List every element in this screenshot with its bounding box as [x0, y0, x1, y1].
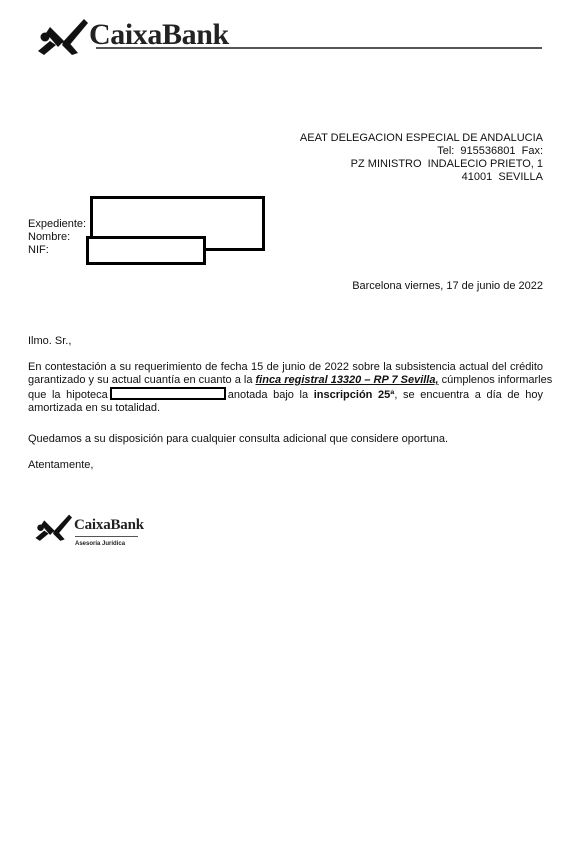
- body-line-3-mid: anotada bajo la: [227, 389, 314, 401]
- recipient-line-2: Tel: 915536801 Fax:: [437, 145, 543, 157]
- closing-sentence: Quedamos a su disposición para cualquier consulta adicional que considere oportuna.: [28, 433, 449, 445]
- inscripcion: inscripción 25ª: [313, 389, 395, 401]
- recipient-line-4: 41001 SEVILLA: [461, 171, 543, 183]
- body-line-2: [28, 374, 553, 387]
- recipient-line-1: AEAT DELEGACION ESPECIAL DE ANDALUCIA: [299, 132, 543, 144]
- case-fields: [28, 218, 86, 257]
- body-line-3-post: , se encuentra a día de hoy: [394, 389, 543, 401]
- body-line-3: [28, 387, 543, 402]
- regards: Atentamente,: [28, 459, 94, 471]
- nombre-label: Nombre:: [28, 231, 71, 243]
- header-brand-name: CaixaBank: [89, 18, 229, 51]
- body-line-3-pre: que la hipoteca: [28, 389, 108, 401]
- redaction-box-hipoteca: [110, 387, 226, 400]
- redaction-box-nif: [86, 236, 206, 265]
- expediente-label: Expediente:: [28, 218, 87, 230]
- signature-star-logo-icon: [34, 513, 72, 541]
- date-line: Barcelona viernes, 17 de junio de 2022: [352, 280, 543, 292]
- caixabank-star-logo-icon: [36, 17, 88, 55]
- recipient-address: [300, 132, 543, 184]
- signature-rule: [75, 536, 138, 537]
- body-paragraph: [28, 361, 553, 415]
- signature-brand-name: CaixaBank: [74, 517, 144, 533]
- body-line-2-post: cúmplenos informarles: [438, 374, 553, 386]
- nif-label: NIF:: [28, 244, 49, 256]
- signature-department: Asesoría Jurídica: [75, 541, 126, 547]
- body-line-1: En contestación a su requerimiento de fecha 15 de junio de 2022 sobre la subsistencia actual del crédito: [28, 361, 543, 373]
- body-line-4: amortizada en su totalidad.: [28, 402, 161, 414]
- body-line-2-pre: garantizado y su actual cuantía en cuanto a la: [28, 374, 256, 386]
- finca-registral: finca registral 13320 – RP 7 Sevilla,: [255, 374, 439, 386]
- header-rule: [96, 47, 542, 49]
- salutation: Ilmo. Sr.,: [28, 335, 72, 347]
- recipient-line-3: PZ MINISTRO INDALECIO PRIETO, 1: [350, 158, 543, 170]
